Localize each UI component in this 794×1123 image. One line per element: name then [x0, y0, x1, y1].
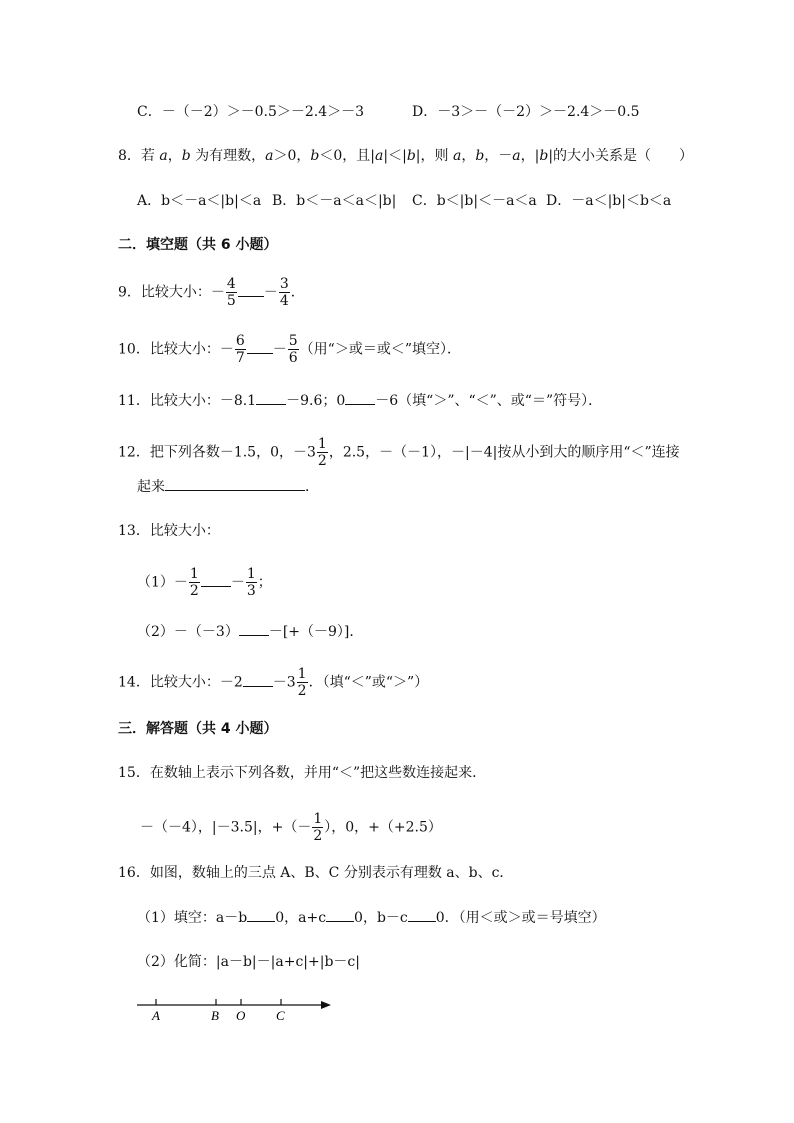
label-c: C [276, 1008, 285, 1023]
q12-answer-blank[interactable] [165, 476, 305, 491]
q9-question: 9．比较大小：－ $\frac{4}{5}$ － $\frac{3}{4}$ ． [118, 276, 305, 309]
q12-question: 12．把下列各数－1.5，0，－3 $\frac{1}{2}$ ，2.5，－（－1），－|－4|按从小到大的顺序用“＜”连接 [118, 436, 680, 469]
q15-title: 15．在数轴上表示下列各数，并用“＜”把这些数连接起来． [118, 765, 487, 781]
q13-title: 13．比较大小： [118, 523, 220, 539]
q16-part2: （2）化简：|a－b|－|a+c|+|b－c| [137, 954, 360, 970]
q14-answer-blank[interactable] [243, 672, 273, 687]
q8-option-d: D．－a＜|b|＜b＜a [546, 193, 672, 209]
q13-part1-blank[interactable] [201, 572, 231, 587]
q9-answer-blank[interactable] [238, 282, 264, 297]
q11-question: 11．比较大小：－8.1 －9.6；0 －6（填“＞”、“＜”、或“＝”符号）． [118, 390, 602, 411]
q8-option-a: A．b＜－a＜|b|＜a [137, 193, 262, 209]
q16-title: 16．如图，数轴上的三点 A、B、C 分别表示有理数 a、b、c． [118, 865, 514, 881]
q14-question: 14．比较大小：－2 －3 $\frac{1}{2}$ ．（填“＜”或“＞”） [118, 666, 429, 699]
q16-blank-1[interactable] [247, 907, 275, 922]
q15-numbers: －（－4），|－3.5|，+（－ $\frac{1}{2}$ ），0，+（+2.5） [140, 811, 442, 844]
q11-answer-blank-1[interactable] [256, 390, 286, 405]
label-b: B [211, 1008, 219, 1023]
arrow-head-icon [321, 1001, 331, 1009]
q7-option-c: C．－（－2）＞－0.5＞－2.4＞－3 [137, 104, 365, 120]
section-fill-in-heading: 二．填空题（共 6 小题） [118, 237, 278, 253]
q7-option-d: D．－3＞－（－2）＞－2.4＞－0.5 [412, 104, 640, 120]
section-solve-heading: 三．解答题（共 4 小题） [118, 721, 278, 737]
q13-part2: （2）－（－3） －[+（－9）]． [137, 621, 363, 642]
q8-option-c: C．b＜|b|＜－a＜a [412, 193, 537, 209]
number-line-figure [135, 995, 345, 1025]
label-o: O [236, 1008, 246, 1023]
q16-blank-2[interactable] [326, 907, 354, 922]
q8-question: 8．若 a，b 为有理数，a＞0，b＜0，且|a|＜|b|，则 a，b，－a，|b|的大小关系是（ ） [118, 148, 694, 164]
q16-blank-3[interactable] [408, 907, 436, 922]
q8-option-b: B．b＜－a＜a＜|b| [272, 193, 397, 209]
q16-part1: （1）填空：a－b 0，a+c 0，b－c 0．（用＜或＞或＝号填空） [137, 907, 606, 928]
q13-part1: （1）－ $\frac{1}{2}$ － $\frac{1}{3}$ ； [137, 566, 272, 599]
q13-part2-blank[interactable] [239, 621, 269, 636]
number-line [135, 995, 345, 1025]
label-a: A [152, 1008, 160, 1023]
q10-answer-blank[interactable] [247, 339, 273, 354]
q11-answer-blank-2[interactable] [345, 390, 375, 405]
q10-question: 10．比较大小：－ $\frac{6}{7}$ － $\frac{5}{6}$ （用“＞或＝或＜”填空）． [118, 333, 461, 366]
q12-answer-line: 起来 ． [137, 476, 319, 497]
